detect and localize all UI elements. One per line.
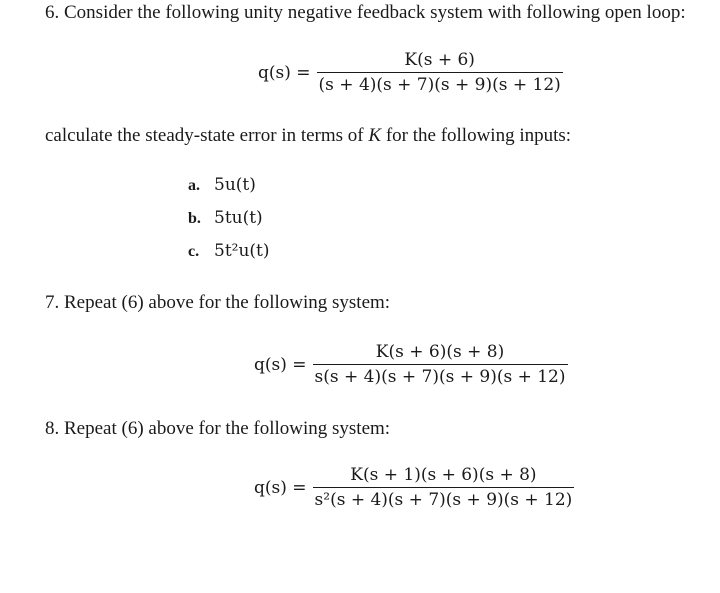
input-label: b. <box>188 210 201 227</box>
question-6-instruction <box>45 125 571 147</box>
numerator: K(s + 6) <box>404 50 475 70</box>
input-item-b <box>188 208 263 228</box>
question-8-equation <box>254 465 574 510</box>
instruction-text-end: for the following inputs: <box>381 125 572 146</box>
input-label: a. <box>188 177 200 194</box>
fraction <box>313 342 568 387</box>
question-8-heading: 8. Repeat (6) above for the following system: <box>45 418 391 439</box>
instruction-text-start: calculate the steady-state error in terms of <box>45 125 369 146</box>
instruction-k: K <box>368 125 382 146</box>
question-7-heading: 7. Repeat (6) above for the following system: <box>45 292 391 313</box>
denominator: (s + 4)(s + 7)(s + 9)(s + 12) <box>317 72 563 95</box>
question-7-equation <box>254 342 568 387</box>
input-item-c <box>188 241 270 261</box>
equation-lhs: q(s) = <box>254 354 307 375</box>
equation-lhs: q(s) = <box>258 62 311 83</box>
question-6-equation <box>258 50 563 95</box>
denominator: s²(s + 4)(s + 7)(s + 9)(s + 12) <box>313 487 575 510</box>
question-6-heading: 6. Consider the following unity negative feedback system with following open loop: <box>45 2 686 23</box>
fraction <box>317 50 563 95</box>
input-expression: 5t²u(t) <box>214 241 270 261</box>
input-item-a <box>188 175 256 195</box>
input-expression: 5tu(t) <box>214 208 263 228</box>
equation-lhs: q(s) = <box>254 477 307 498</box>
numerator: K(s + 1)(s + 6)(s + 8) <box>350 465 537 485</box>
input-expression: 5u(t) <box>214 175 256 195</box>
numerator: K(s + 6)(s + 8) <box>375 342 505 362</box>
input-label: c. <box>188 243 200 260</box>
denominator: s(s + 4)(s + 7)(s + 9)(s + 12) <box>313 364 568 387</box>
fraction <box>313 465 575 510</box>
